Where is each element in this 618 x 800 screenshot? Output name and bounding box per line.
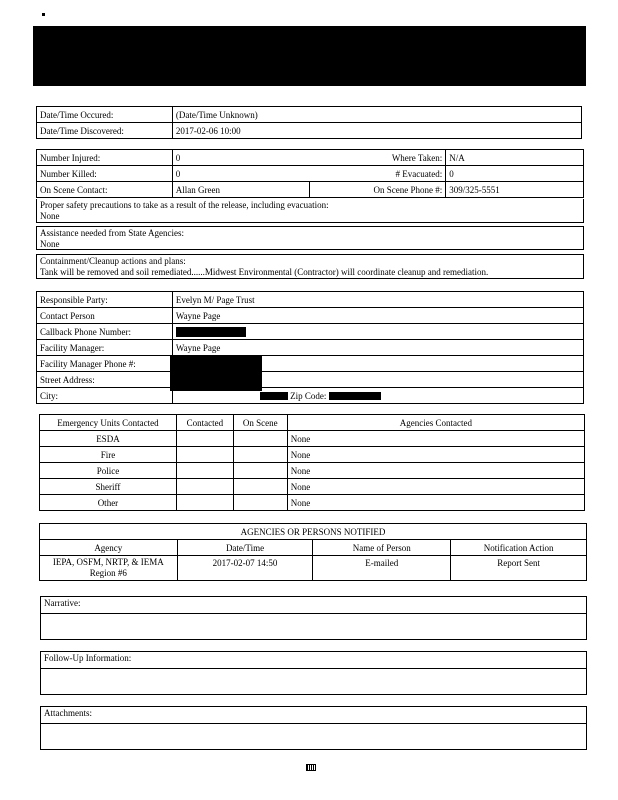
table-row [37,150,584,166]
narrative-section [40,596,587,640]
parties-table [36,291,584,404]
scene-contact-value: Allan Green [172,182,310,198]
table-row [40,431,585,447]
table-row [37,292,584,308]
callback-value [172,324,583,340]
followup-section [40,651,587,695]
emergency-header-on-scene: On Scene [233,415,287,431]
emergency-unit: Other [40,495,177,511]
notified-datetime: 2017-02-07 14:50 [177,556,313,581]
table-row [40,540,587,556]
table-row [37,308,584,324]
emergency-unit: Fire [40,447,177,463]
scene-phone-value: 309/325-5551 [446,182,584,198]
table-row [40,479,585,495]
agency-contacted: None [287,463,584,479]
notified-title: AGENCIES OR PERSONS NOTIFIED [40,524,587,540]
contact-label: Contact Person [37,308,173,324]
table-row [37,324,584,340]
followup-label: Follow-Up Information: [44,653,132,663]
manager-label: Facility Manager: [37,340,173,356]
discovered-label: Date/Time Discovered: [37,123,173,139]
table-row [40,415,585,431]
notified-action: Report Sent [451,556,587,581]
on-scene-checkbox [233,479,287,495]
emergency-header-agencies: Agencies Contacted [287,415,584,431]
notified-header-person: Name of Person [313,540,451,556]
contacted-checkbox [176,495,233,511]
injured-label: Number Injured: [37,150,173,166]
table-row [37,388,584,404]
street-label: Street Address: [37,372,173,388]
table-row [40,495,585,511]
notified-header-action: Notification Action [451,540,587,556]
injured-value: 0 [172,150,310,166]
emergency-unit: ESDA [40,431,177,447]
table-row [40,556,587,581]
table-row [37,107,582,123]
scene-phone-label: On Scene Phone #: [310,182,446,198]
emergency-table [39,414,585,511]
narrative-label: Narrative: [44,598,81,608]
evacuated-label: # Evacuated: [310,166,446,182]
city-redaction [260,392,288,400]
notified-header-agency: Agency [40,540,178,556]
killed-value: 0 [172,166,310,182]
emergency-unit: Sheriff [40,479,177,495]
assistance-section [36,226,584,250]
agency-contacted: None [287,431,584,447]
notified-agency: IEPA, OSFM, NRTP, & IEMA Region #6 [40,556,178,581]
where-taken-value: N/A [446,150,584,166]
table-row [37,340,584,356]
address-redaction [170,355,262,391]
containment-label: Containment/Cleanup actions and plans: [40,256,186,266]
page-marker-icon [306,764,316,771]
on-scene-checkbox [233,495,287,511]
table-row [37,123,582,139]
emergency-unit: Police [40,463,177,479]
zip-redaction [329,392,381,400]
discovered-value: 2017-02-06 10:00 [172,123,581,139]
table-row [37,372,584,388]
callback-label: Callback Phone Number: [37,324,173,340]
table-row [37,166,584,182]
notified-person: E-mailed [313,556,451,581]
table-row [40,524,587,540]
manager-value: Wayne Page [172,340,583,356]
manager-phone-label: Facility Manager Phone #: [37,356,173,372]
contacted-checkbox [176,431,233,447]
where-taken-label: Where Taken: [310,150,446,166]
killed-label: Number Killed: [37,166,173,182]
callback-redaction [176,327,246,337]
contacted-checkbox [176,479,233,495]
casualties-table [36,149,584,198]
containment-value: Tank will be removed and soil remediated......Midwest Environmental (Contractor) will coordinate cleanup and remediation. [40,267,489,277]
contact-value: Wayne Page [172,308,583,324]
safety-section [36,199,584,223]
table-row [40,463,585,479]
on-scene-checkbox [233,447,287,463]
contacted-checkbox [176,447,233,463]
occurred-value: (Date/Time Unknown) [172,107,581,123]
scene-contact-label: On Scene Contact: [37,182,173,198]
notified-table [39,523,587,581]
attachments-section [40,706,587,750]
containment-section [36,254,584,279]
emergency-header-unit: Emergency Units Contacted [40,415,177,431]
occurred-label: Date/Time Occured: [37,107,173,123]
responsible-label: Responsible Party: [37,292,173,308]
occurrence-table [36,106,582,139]
responsible-value: Evelyn M/ Page Trust [172,292,583,308]
safety-value: None [40,211,60,221]
on-scene-checkbox [233,431,287,447]
on-scene-checkbox [233,463,287,479]
zip-label: Zip Code: [290,390,327,401]
agency-contacted: None [287,479,584,495]
assistance-label: Assistance needed from State Agencies: [40,228,184,238]
city-label: City: [37,388,173,404]
table-row [40,447,585,463]
table-row [37,182,584,198]
notified-header-datetime: Date/Time [177,540,313,556]
scan-speck [42,13,45,16]
table-row [37,356,584,372]
assistance-value: None [40,239,60,249]
header-redaction [33,26,586,86]
safety-label: Proper safety precautions to take as a result of the release, including evacuation: [40,200,329,210]
attachments-label: Attachments: [44,708,92,718]
contacted-checkbox [176,463,233,479]
emergency-header-contacted: Contacted [176,415,233,431]
agency-contacted: None [287,495,584,511]
evacuated-value: 0 [446,166,584,182]
agency-contacted: None [287,447,584,463]
